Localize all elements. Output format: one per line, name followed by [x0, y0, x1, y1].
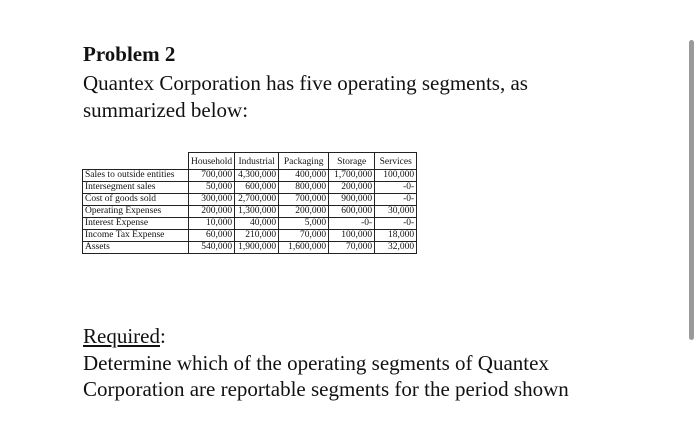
table-header-packaging: Packaging	[279, 153, 329, 170]
table-cell: 300,000	[189, 194, 235, 206]
row-label: Cost of goods sold	[83, 194, 189, 206]
required-text: Determine which of the operating segments of Quantex Corporation are reportable segments for the period shown	[83, 351, 569, 401]
table-cell: 32,000	[375, 242, 417, 254]
table-cell: -0-	[375, 182, 417, 194]
problem-intro: Quantex Corporation has five operating segments, as summarized below:	[83, 71, 528, 122]
table-cell: 700,000	[279, 194, 329, 206]
table-header-row	[83, 153, 417, 170]
table-row	[83, 242, 417, 254]
table-cell: 70,000	[329, 242, 375, 254]
table-cell: 5,000	[279, 218, 329, 230]
table-row	[83, 230, 417, 242]
table-header-household: Household	[189, 153, 235, 170]
table-cell: 540,000	[189, 242, 235, 254]
table-row	[83, 170, 417, 182]
table-cell: 40,000	[235, 218, 279, 230]
row-label: Operating Expenses	[83, 206, 189, 218]
table-cell: 50,000	[189, 182, 235, 194]
table-cell: -0-	[329, 218, 375, 230]
segments-table	[82, 152, 417, 254]
table-cell: 100,000	[375, 170, 417, 182]
table-cell: 2,700,000	[235, 194, 279, 206]
required-colon: :	[159, 324, 166, 348]
table-cell: 30,000	[375, 206, 417, 218]
table-cell: 1,300,000	[235, 206, 279, 218]
problem-title: Problem 2	[83, 42, 176, 66]
table-cell: 10,000	[189, 218, 235, 230]
table-cell: 18,000	[375, 230, 417, 242]
table-cell: 600,000	[235, 182, 279, 194]
row-label: Assets	[83, 242, 189, 254]
table-cell: 1,900,000	[235, 242, 279, 254]
table-cell: 1,600,000	[279, 242, 329, 254]
table-cell: 400,000	[279, 170, 329, 182]
table-cell: 210,000	[235, 230, 279, 242]
table-row	[83, 182, 417, 194]
table-cell: 700,000	[189, 170, 235, 182]
table-cell: 200,000	[279, 206, 329, 218]
table-header-industrial: Industrial	[235, 153, 279, 170]
table-cell: 4,300,000	[235, 170, 279, 182]
table-cell: 600,000	[329, 206, 375, 218]
table-cell: 900,000	[329, 194, 375, 206]
table-cell: -0-	[375, 218, 417, 230]
table-row	[83, 194, 417, 206]
required-label: Required	[83, 324, 160, 348]
row-label: Interest Expense	[83, 218, 189, 230]
table-cell: -0-	[375, 194, 417, 206]
table-row	[83, 206, 417, 218]
row-label: Intersegment sales	[83, 182, 189, 194]
vertical-scrollbar[interactable]	[689, 40, 694, 340]
table-cell: 100,000	[329, 230, 375, 242]
table-header-storage: Storage	[329, 153, 375, 170]
table-header-corner	[83, 153, 189, 170]
table-header-services: Services	[375, 153, 417, 170]
table-cell: 200,000	[329, 182, 375, 194]
required-heading	[83, 323, 166, 349]
table-cell: 200,000	[189, 206, 235, 218]
row-label: Sales to outside entities	[83, 170, 189, 182]
table-cell: 70,000	[279, 230, 329, 242]
table-cell: 1,700,000	[329, 170, 375, 182]
row-label: Income Tax Expense	[83, 230, 189, 242]
table-cell: 60,000	[189, 230, 235, 242]
table-row	[83, 218, 417, 230]
table-cell: 800,000	[279, 182, 329, 194]
